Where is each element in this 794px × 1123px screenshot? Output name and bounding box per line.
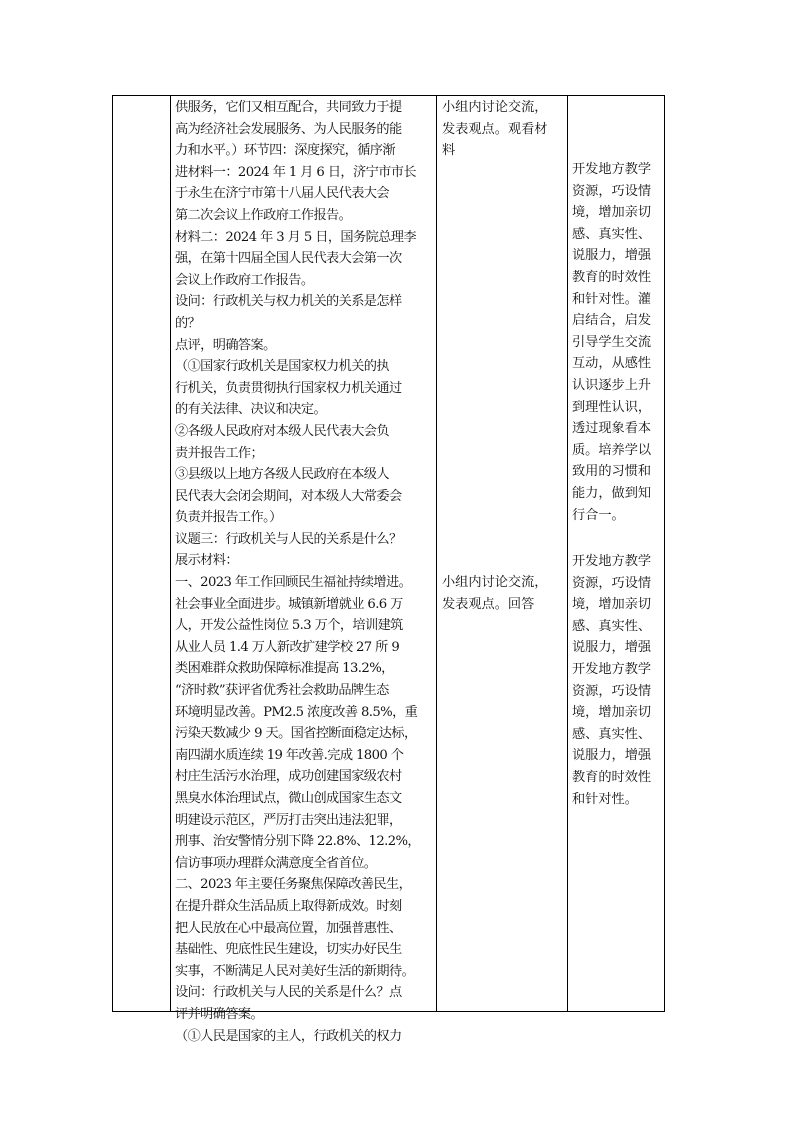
teaching-process-line: 供服务，它们又相互配合，共同致力于提 bbox=[175, 100, 402, 115]
design-intent-line: 说服力，增强 bbox=[572, 248, 652, 264]
teaching-process-line: 村庄生活污水治理，成功创建国家级农村 bbox=[175, 769, 402, 785]
teaching-process-line: 黑臭水体治理试点，微山创成国家生态文 bbox=[175, 791, 402, 806]
design-intent-line: 开发地方教学 bbox=[572, 661, 652, 677]
teaching-process-line: “济时救”获评省优秀社会救助品牌生态 bbox=[175, 683, 389, 699]
design-intent-line: 致用的习惯和 bbox=[572, 464, 652, 480]
teaching-process-cell bbox=[175, 97, 433, 1047]
design-intent-line: 透过现象看本 bbox=[572, 421, 652, 437]
student-activity-line: 发表观点。回答 bbox=[442, 596, 535, 612]
design-intent-line: 教育的时效性 bbox=[572, 769, 652, 785]
teaching-process-line: 会议上作政府工作报告。 bbox=[175, 272, 314, 288]
design-intent-line: 说服力，增强 bbox=[572, 640, 652, 656]
design-intent-line: 说服力，增强 bbox=[572, 748, 652, 764]
teaching-process-line: 的有关法律、决议和决定。 bbox=[175, 402, 327, 418]
teaching-process-line: 设问：行政机关与权力机关的关系是怎样 bbox=[175, 294, 402, 310]
teaching-process-line: 人，开发公益性岗位 5.3 万个，培训建筑 bbox=[175, 618, 403, 634]
design-intent-line: 质。培养学以 bbox=[572, 442, 652, 458]
teaching-process-line: 从业人员 1.4 万人新改扩建学校 27 所 9 bbox=[175, 639, 400, 655]
design-intent-line: 资源，巧设情 bbox=[572, 183, 652, 199]
design-intent-line: 到理性认识， bbox=[572, 399, 652, 415]
teaching-process-line: 材料二：2024 年 3 月 5 日，国务院总理李 bbox=[175, 229, 416, 245]
column-divider-1 bbox=[170, 96, 171, 1011]
design-intent-line: 感、真实性、 bbox=[572, 726, 652, 742]
design-intent-line: 和针对性。 bbox=[572, 791, 638, 807]
teaching-process-line: 评并明确答案。 bbox=[175, 1006, 264, 1022]
teaching-process-line: 环境明显改善。PM2.5 浓度改善 8.5%，重 bbox=[175, 704, 418, 720]
design-intent-cell-1 bbox=[572, 159, 664, 526]
design-intent-line: 启结合，启发 bbox=[572, 313, 652, 329]
teaching-process-line: 基础性、兜底性民生建设，切实办好民生 bbox=[175, 942, 402, 958]
teaching-process-line: 社会事业全面进步。城镇新增就业 6.6 万 bbox=[175, 596, 403, 612]
design-intent-line: 和针对性。灌 bbox=[572, 291, 652, 307]
teaching-process-line: ②各级人民政府对本级人民代表大会负 bbox=[175, 423, 389, 439]
teaching-process-line: 强，在第十四届全国人民代表大会第一次 bbox=[175, 251, 402, 267]
teaching-process-line: 行机关，负责贯彻执行国家权力机关通过 bbox=[175, 380, 402, 396]
teaching-process-line: 的？ bbox=[175, 315, 201, 331]
teaching-process-line: 南四湖水质连续 19 年改善.完成 1800 个 bbox=[175, 747, 404, 763]
design-intent-line: 互动，从感性 bbox=[572, 356, 652, 372]
teaching-process-line: 设问：行政机关与人民的关系是什么？点 bbox=[175, 985, 402, 1001]
design-intent-line: 境，增加亲切 bbox=[572, 205, 652, 221]
teaching-process-line: 点评，明确答案。 bbox=[175, 337, 276, 353]
design-intent-line: 教育的时效性 bbox=[572, 269, 652, 285]
teaching-process-line: 实事，不断满足人民对美好生活的新期待。 bbox=[175, 963, 415, 979]
teaching-process-line: 第二次会议上作政府工作报告。 bbox=[175, 207, 352, 223]
design-intent-line: 开发地方教学 bbox=[572, 162, 652, 177]
student-activity-cell-1 bbox=[442, 97, 566, 162]
student-activity-line: 小组内讨论交流， bbox=[442, 575, 548, 590]
teaching-process-line: 进材料一：2024 年 1 月 6 日，济宁市市长 bbox=[175, 164, 416, 180]
teaching-process-line: 二、2023 年主要任务聚焦保障改善民生， bbox=[175, 877, 412, 893]
design-intent-line: 资源，巧设情 bbox=[572, 683, 652, 699]
design-intent-line: 境，增加亲切 bbox=[572, 705, 652, 721]
teaching-process-line: 议题三：行政机关与人民的关系是什么？ bbox=[175, 531, 402, 547]
teaching-process-line: 刑事、治安警情分别下降 22.8%、12.2%， bbox=[175, 834, 421, 850]
design-intent-line: 能力，做到知 bbox=[572, 485, 652, 501]
teaching-process-line: 负责并报告工作。） bbox=[175, 510, 282, 526]
teaching-process-line: 民代表大会闭会期间，对本级人大常委会 bbox=[175, 488, 402, 504]
column-divider-2 bbox=[436, 96, 437, 1011]
teaching-process-line: 在提升群众生活品质上取得新成效。时刻 bbox=[175, 898, 402, 914]
teaching-process-line: （①人民是国家的主人，行政机关的权力 bbox=[175, 1028, 402, 1044]
student-activity-line: 小组内讨论交流， bbox=[442, 100, 548, 115]
design-intent-line: 认识逐步上升 bbox=[572, 377, 652, 393]
lesson-plan-table bbox=[112, 95, 665, 1044]
teaching-process-line: 力和水平。）环节四：深度探究，循序渐 bbox=[175, 143, 395, 159]
design-intent-line: 感、真实性、 bbox=[572, 226, 652, 242]
design-intent-line: 行合一。 bbox=[572, 507, 625, 523]
teaching-process-line: ③县级以上地方各级人民政府在本级人 bbox=[175, 467, 389, 483]
design-intent-line: 资源，巧设情 bbox=[572, 575, 652, 591]
design-intent-line: 境，增加亲切 bbox=[572, 597, 652, 613]
teaching-process-line: 类困难群众救助保障标准提高 13.2%， bbox=[175, 661, 394, 677]
design-intent-cell-2 bbox=[572, 551, 664, 810]
design-intent-line: 引导学生交流 bbox=[572, 334, 652, 350]
teaching-process-line: 信访事项办理群众满意度全省首位。 bbox=[175, 855, 377, 871]
teaching-process-line: 一、2023 年工作回顾民生福祉持续增进。 bbox=[175, 575, 412, 591]
teaching-process-line: 高为经济社会发展服务、为人民服务的能 bbox=[175, 121, 402, 137]
design-intent-line: 感、真实性、 bbox=[572, 618, 652, 634]
student-activity-cell-2 bbox=[442, 572, 566, 615]
teaching-process-line: 展示材料： bbox=[175, 553, 238, 569]
teaching-process-line: 明建设示范区，严厉打击突出违法犯罪， bbox=[175, 812, 402, 828]
column-divider-3 bbox=[567, 96, 568, 1011]
student-activity-line: 发表观点。观看材 bbox=[442, 121, 548, 137]
design-intent-line: 开发地方教学 bbox=[572, 554, 652, 569]
teaching-process-line: 责并报告工作； bbox=[175, 445, 264, 461]
student-activity-line: 料 bbox=[442, 143, 456, 159]
teaching-process-line: 把人民放在心中最高位置，加强普惠性、 bbox=[175, 920, 402, 936]
teaching-process-line: 于永生在济宁市第十八届人民代表大会 bbox=[175, 186, 389, 202]
teaching-process-line: 污染天数减少 9 天。国省控断面稳定达标， bbox=[175, 726, 417, 742]
teaching-process-line: （①国家行政机关是国家权力机关的执 bbox=[175, 359, 389, 375]
